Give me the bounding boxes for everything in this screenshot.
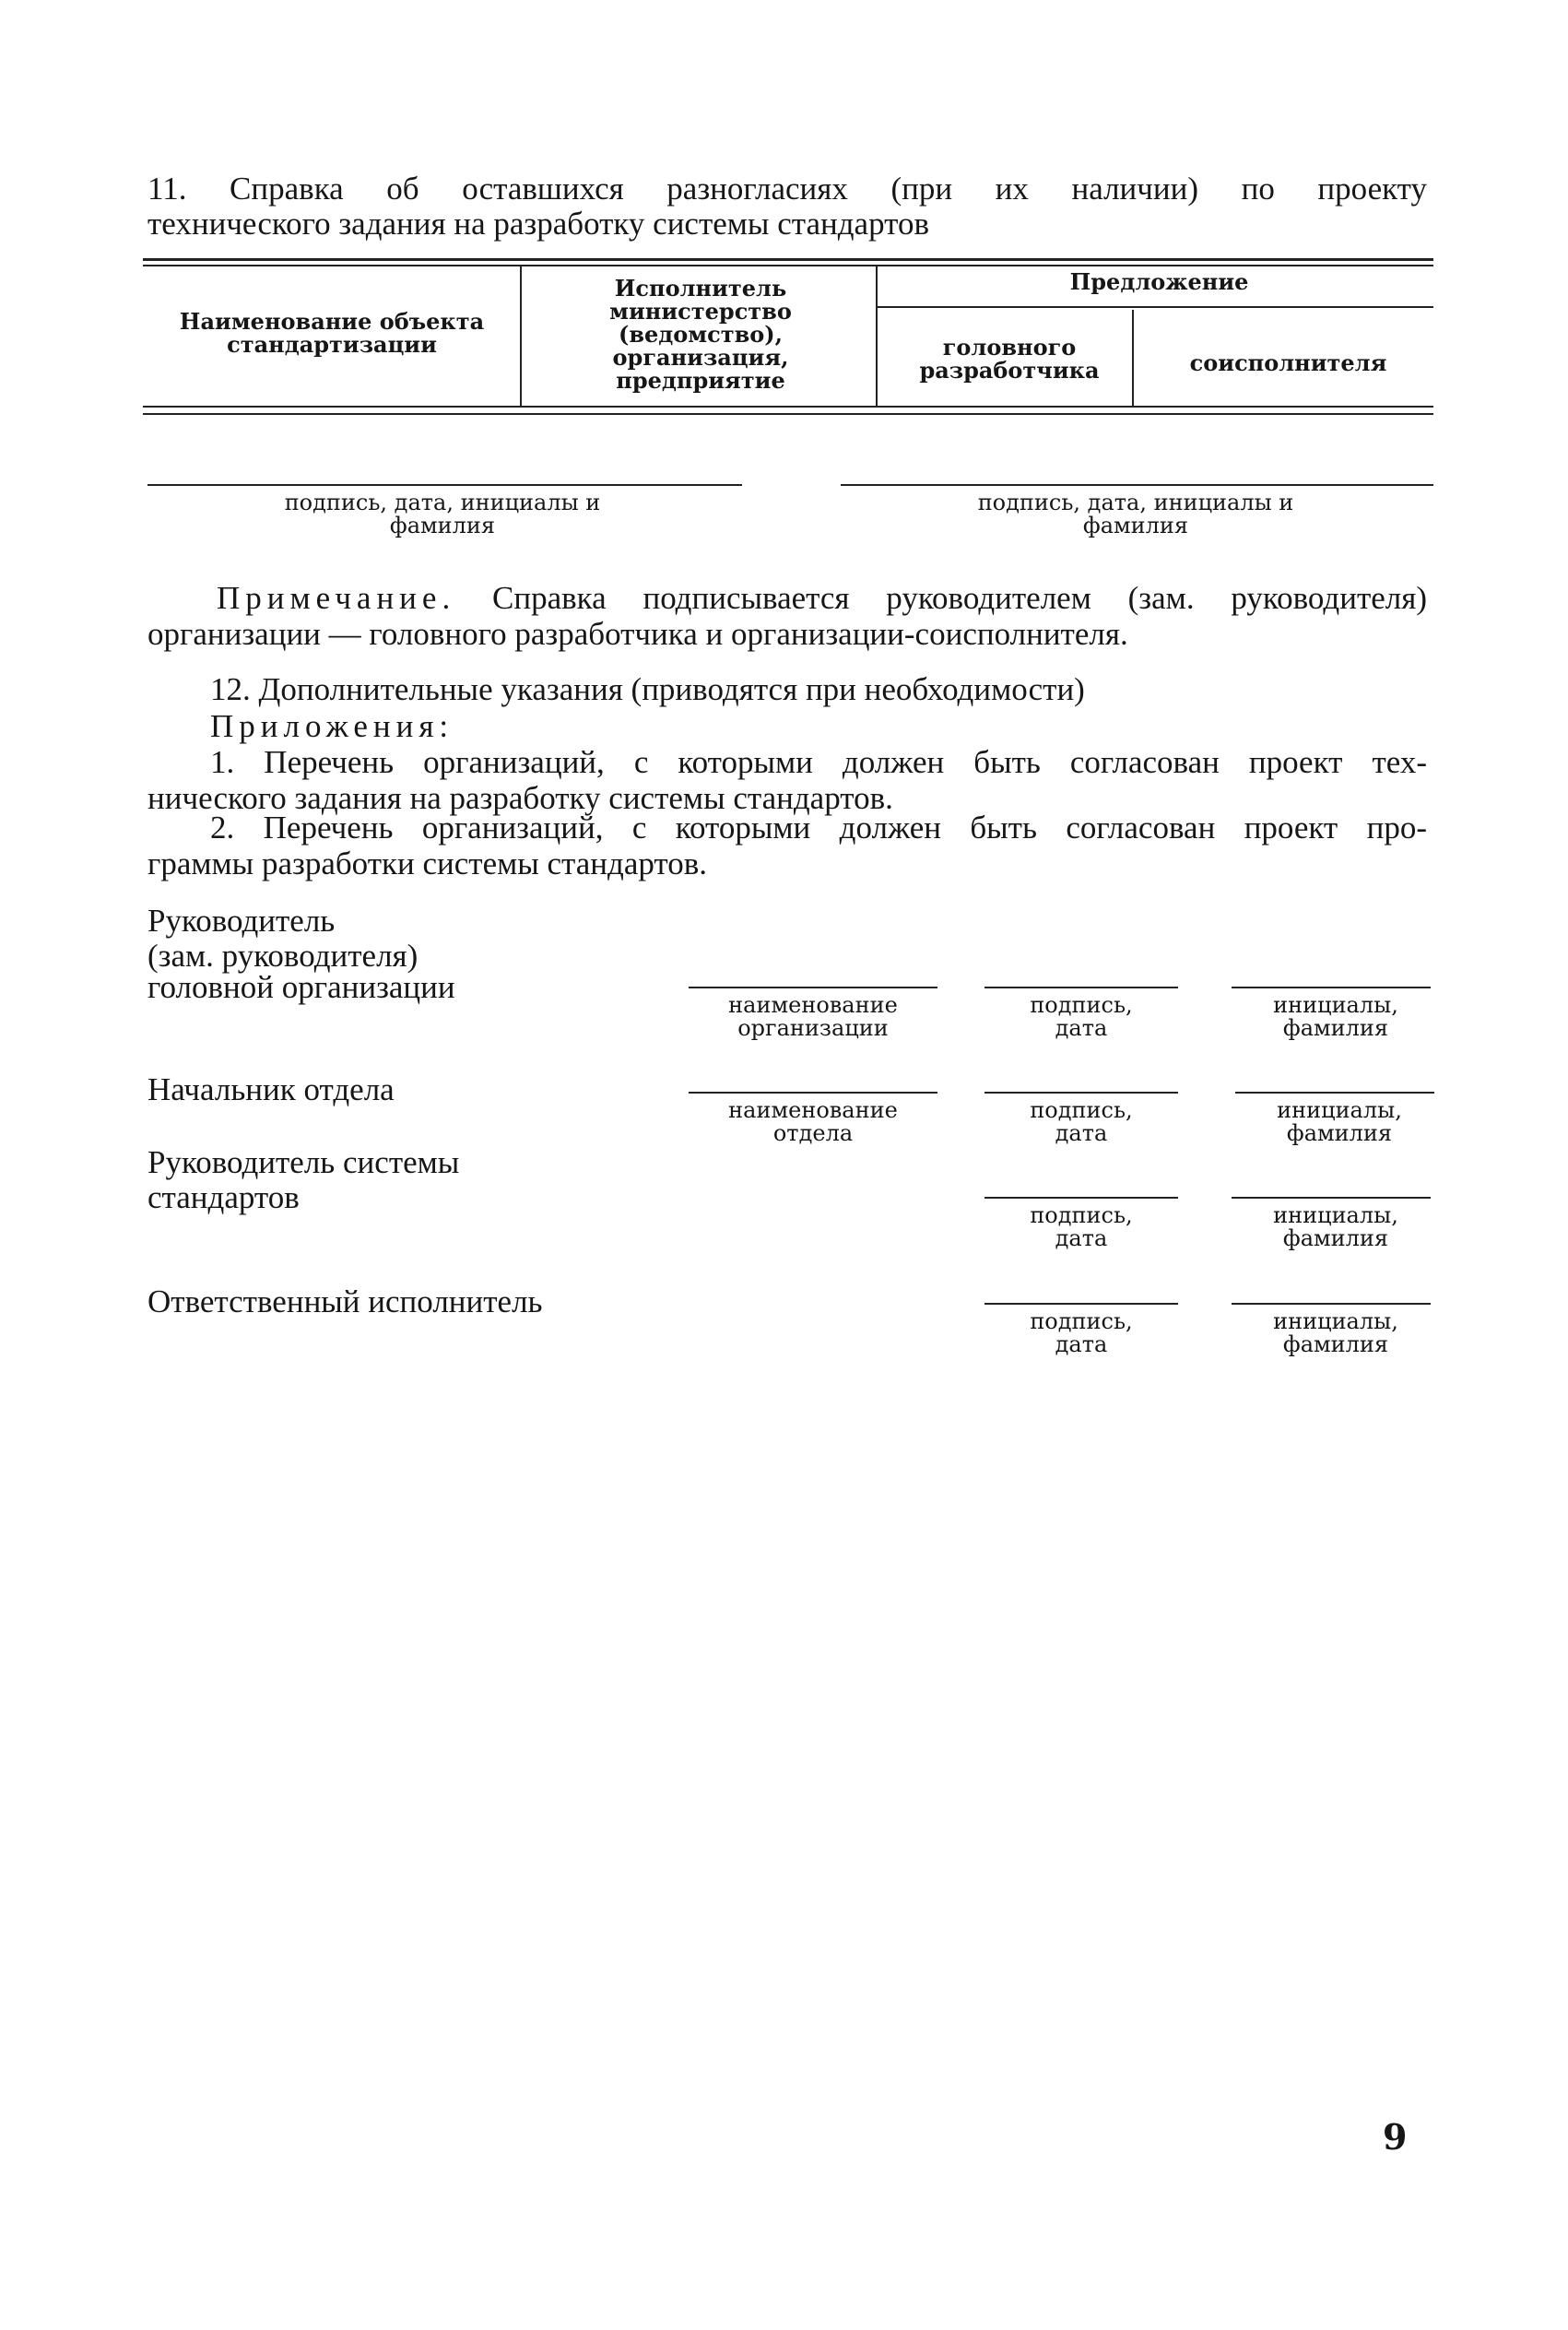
dept-initials-field[interactable] [1235, 1092, 1434, 1145]
system-initials-caption: инициалы, фамилия [1273, 1202, 1398, 1251]
section-11-line1: 11. Справка об оставшихся разногласиях (при их наличии) по проекту [147, 171, 1427, 207]
table-header-executor: Исполнитель министерство (ведомство), организация, предприятие [609, 275, 792, 394]
approver-responsible: Ответственный исполнитель [147, 1283, 543, 1319]
head-initials-caption: инициалы, фамилия [1273, 992, 1398, 1041]
system-initials-field[interactable] [1232, 1197, 1431, 1250]
dept-signature-caption: подпись, дата [1030, 1097, 1133, 1146]
note-line1 [217, 580, 1427, 616]
responsible-initials-field[interactable] [1232, 1303, 1431, 1356]
table-header-lead-developer: головного разработчика [919, 334, 1100, 384]
dept-name-caption: наименование отдела [728, 1097, 898, 1146]
system-signature-caption: подпись, дата [1030, 1202, 1133, 1251]
head-initials-field[interactable] [1232, 987, 1431, 1040]
signature-right[interactable] [841, 484, 1433, 538]
section-12: 12. Дополнительные указания (приводятся при необходимости) [210, 671, 1085, 707]
signature-left-caption: подпись, дата, инициалы и фамилия [284, 490, 601, 538]
dept-name-field[interactable] [689, 1092, 937, 1145]
approver-head-line3: головной организации [147, 969, 455, 1005]
head-organization-field[interactable] [689, 987, 937, 1040]
approver-dept: Начальник отдела [147, 1071, 395, 1107]
approver-head-line1: Руководитель [147, 903, 336, 939]
signature-right-caption: подпись, дата, инициалы и фамилия [977, 490, 1294, 538]
responsible-signature-field[interactable] [984, 1303, 1178, 1356]
responsible-initials-caption: инициалы, фамилия [1273, 1308, 1398, 1357]
dept-initials-caption: инициалы, фамилия [1277, 1097, 1402, 1146]
approver-system-line1: Руководитель системы [147, 1144, 460, 1180]
table-header-proposal: Предложение [1069, 268, 1249, 295]
appendices-label: Приложения: [210, 708, 454, 744]
appendix-item-2: 2. Перечень организаций, с которыми должен быть согласован проект про- [210, 810, 1427, 846]
table-header-object: Наименование объекта стандартизации [179, 308, 485, 358]
appendix-item-1: 1. Перечень организаций, с которыми должен быть согласован проект тех- [210, 744, 1427, 780]
table-header-coexecutor: соисполнителя [1189, 349, 1387, 376]
approver-system-line2: стандартов [147, 1179, 300, 1215]
appendix-item-1-cont: нического задания на разработку системы стандартов. [147, 780, 893, 816]
appendix-item-2-cont: граммы разработки системы стандартов. [147, 846, 708, 881]
signature-left[interactable] [147, 484, 742, 538]
page-number: 9 [1383, 2116, 1408, 2158]
responsible-signature-caption: подпись, дата [1030, 1308, 1133, 1357]
system-signature-field[interactable] [984, 1197, 1178, 1250]
head-organization-caption: наименование организации [728, 992, 898, 1041]
note-text: Справка подписывается руководителем (зам. руководителя) [492, 580, 1427, 616]
note-label: Примечание. [217, 580, 456, 616]
head-signature-caption: подпись, дата [1030, 992, 1133, 1041]
approver-head-line2: (зам. руководителя) [147, 938, 419, 974]
head-signature-field[interactable] [984, 987, 1178, 1040]
section-11-line2: технического задания на разработку системы стандартов [147, 206, 929, 242]
note-line2: организации — головного разработчика и организации-соисполнителя. [147, 616, 1128, 652]
dept-signature-field[interactable] [984, 1092, 1178, 1145]
